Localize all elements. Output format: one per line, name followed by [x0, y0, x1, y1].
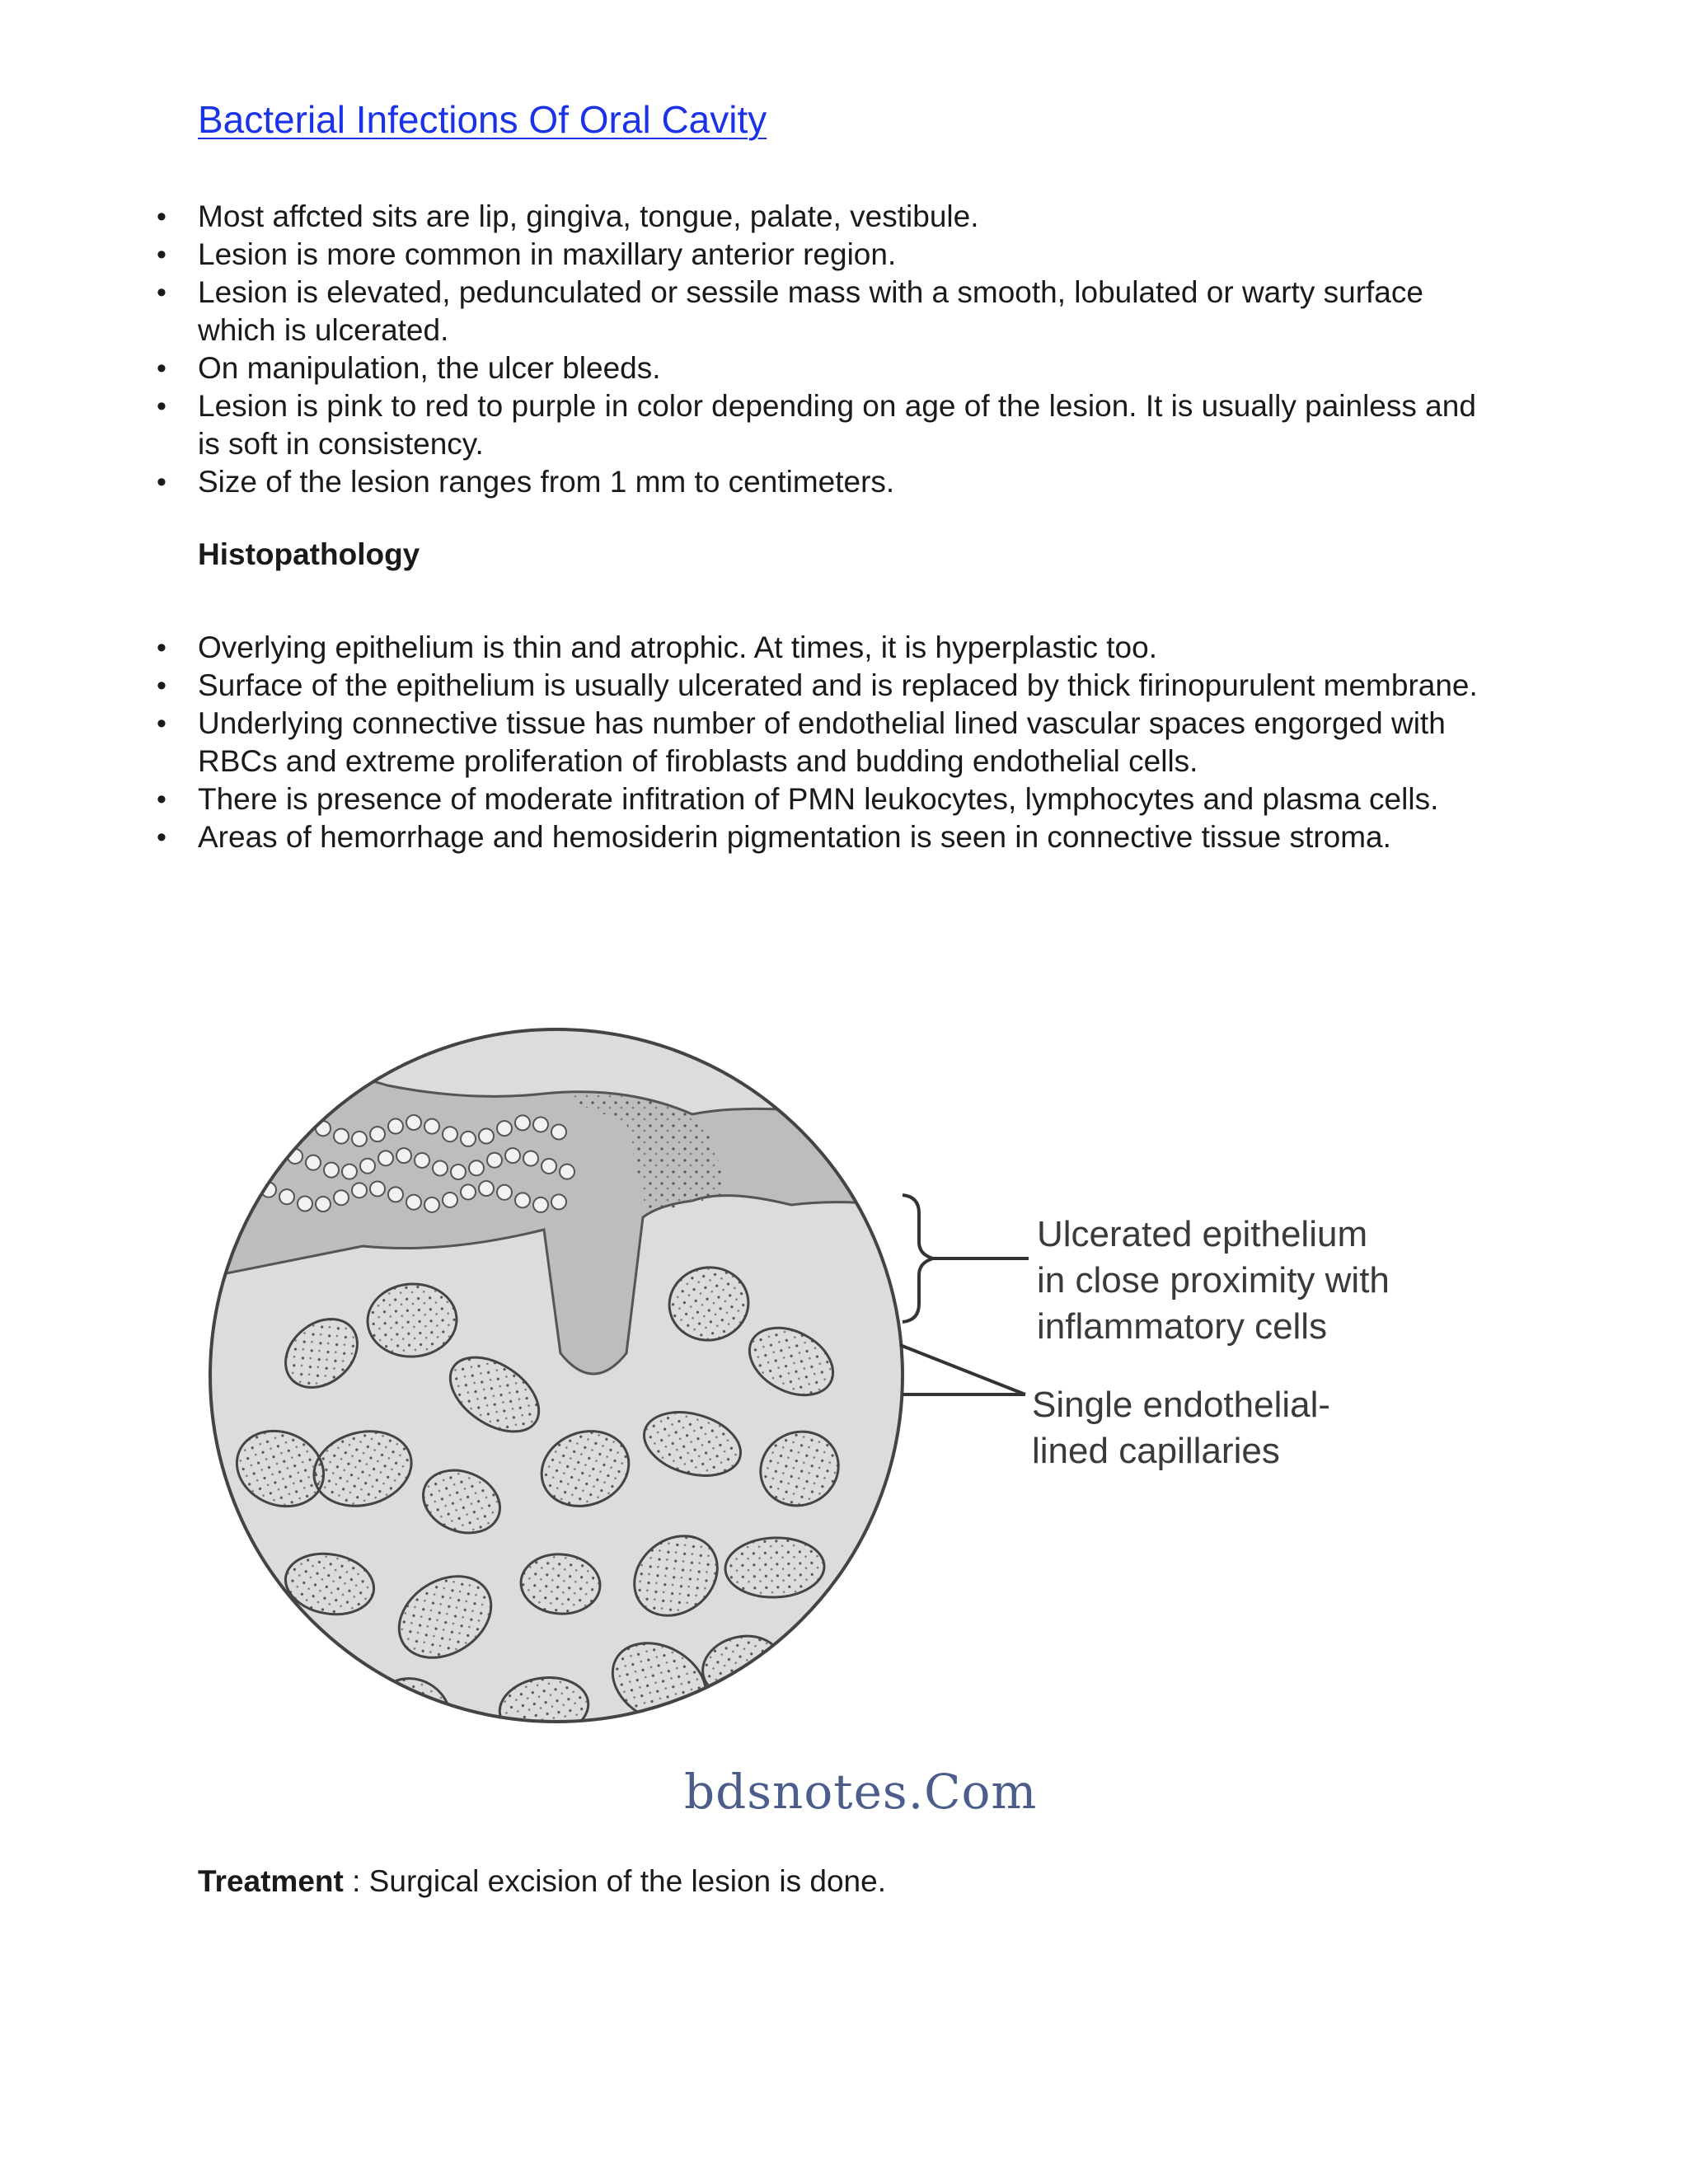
epithelial-cell: [261, 1124, 276, 1139]
epithelial-cell: [551, 1124, 566, 1139]
treatment-label: Treatment: [198, 1864, 344, 1898]
epithelial-cell: [551, 1194, 566, 1209]
epithelial-cell: [334, 1129, 349, 1144]
epithelial-cell: [298, 1115, 312, 1130]
epithelial-cell: [306, 1155, 321, 1170]
epithelial-cell: [251, 1156, 266, 1171]
epithelial-cell: [479, 1129, 494, 1144]
epithelial-cell: [378, 1151, 393, 1165]
histopathology-heading: Histopathology: [198, 537, 420, 571]
epithelial-cell: [352, 1132, 367, 1146]
epithelial-cell: [360, 1159, 375, 1174]
capillary-pointer-line: [900, 1345, 1025, 1394]
epithelial-cell: [443, 1127, 457, 1141]
epithelial-cell: [443, 1193, 457, 1207]
epithelial-cell: [406, 1195, 421, 1210]
epithelial-cell: [233, 1163, 248, 1178]
epithelial-cell: [370, 1127, 385, 1141]
list-item: • Most affcted sits are lip, gingiva, tongue, palate, vestibule.: [198, 198, 1484, 236]
ulcer-label-line: inflammatory cells: [1037, 1306, 1328, 1347]
epithelial-cell: [370, 1181, 385, 1196]
epithelial-cell: [298, 1197, 312, 1212]
watermark: bdsnotes.Com: [684, 1764, 1038, 1820]
epithelial-cell: [243, 1182, 258, 1197]
epithelial-cell: [225, 1130, 240, 1145]
ulcer-label-line: in close proximity with: [1037, 1260, 1390, 1301]
epithelial-cell: [533, 1197, 548, 1212]
epithelial-cell: [461, 1132, 476, 1146]
epithelial-cell: [279, 1117, 294, 1132]
capillary-label-line: Single endothelial-: [1032, 1385, 1331, 1425]
tissue-section: [198, 1007, 940, 1769]
epithelial-cell: [523, 1151, 538, 1166]
brace-icon: [903, 1195, 933, 1322]
epithelial-cell: [533, 1117, 548, 1132]
epithelial-cell: [497, 1185, 512, 1200]
epithelial-cell: [388, 1119, 403, 1134]
epithelial-cell: [406, 1115, 421, 1130]
epithelial-cell: [334, 1190, 349, 1205]
epithelial-cell: [415, 1153, 429, 1168]
epithelial-cell: [243, 1131, 258, 1146]
epithelial-cell: [497, 1121, 512, 1136]
epithelial-cell: [388, 1187, 403, 1202]
histopathology-list: [198, 629, 1484, 856]
epithelial-cell: [505, 1148, 520, 1163]
epithelial-cell: [461, 1184, 476, 1199]
list-item: • Areas of hemorrhage and hemosiderin pigmentation is seen in connective tissue stroma.: [198, 818, 1484, 856]
list-item: • On manipulation, the ulcer bleeds.: [198, 349, 1484, 387]
list-item: • There is presence of moderate infitration of PMN leukocytes, lymphocytes and plasma cells.: [198, 780, 1484, 818]
treatment-text: : Surgical excision of the lesion is done.: [343, 1864, 886, 1898]
list-item: • Lesion is pink to red to purple in color depending on age of the lesion. It is usually painless and is soft in consistency.: [198, 387, 1484, 463]
epithelial-cell: [433, 1161, 448, 1176]
epithelial-cell: [279, 1189, 294, 1204]
epithelial-cell: [424, 1197, 439, 1212]
epithelial-cell: [515, 1193, 530, 1207]
epithelial-cell: [451, 1165, 466, 1179]
list-item: • Lesion is elevated, pedunculated or sessile mass with a smooth, lobulated or warty surface which is ulcerated.: [198, 274, 1484, 349]
epithelial-cell: [225, 1188, 240, 1202]
epithelial-cell: [479, 1181, 494, 1196]
epithelial-cell: [215, 1164, 230, 1179]
epithelial-cell: [324, 1163, 339, 1178]
list-item: • Surface of the epithelium is usually ulcerated and is replaced by thick firinopurulent membrane.: [198, 667, 1484, 705]
capillary-label-line: lined capillaries: [1032, 1431, 1280, 1471]
capillary-label: [1032, 1382, 1330, 1474]
epithelial-cell: [316, 1197, 331, 1212]
epithelial-cell: [469, 1160, 484, 1175]
list-item: • Underlying connective tissue has number of endothelial lined vascular spaces engorged with RBCs and extreme proliferation of firoblasts and budding endothelial cells.: [198, 705, 1484, 780]
ulcer-label: [1037, 1212, 1390, 1350]
epithelial-cell: [396, 1148, 411, 1163]
histology-figure: [198, 1007, 1484, 1831]
ulcer-label-line: Ulcerated epithelium: [1037, 1214, 1368, 1254]
epithelial-cell: [352, 1183, 367, 1197]
list-item: • Size of the lesion ranges from 1 mm to centimeters.: [198, 463, 1484, 501]
features-list: [198, 198, 1484, 501]
treatment-line: [198, 1864, 886, 1899]
epithelial-cell: [424, 1119, 439, 1134]
epithelial-cell: [542, 1159, 556, 1174]
epithelial-cell: [207, 1123, 222, 1138]
epithelial-cell: [487, 1153, 502, 1168]
epithelial-cell: [560, 1165, 574, 1179]
title-link[interactable]: Bacterial Infections Of Oral Cavity: [198, 98, 767, 141]
list-item: • Overlying epithelium is thin and atrophic. At times, it is hyperplastic too.: [198, 629, 1484, 667]
epithelial-cell: [207, 1195, 222, 1210]
epithelial-cell: [342, 1165, 357, 1179]
list-item: • Lesion is more common in maxillary anterior region.: [198, 236, 1484, 274]
epithelial-cell: [515, 1115, 530, 1130]
